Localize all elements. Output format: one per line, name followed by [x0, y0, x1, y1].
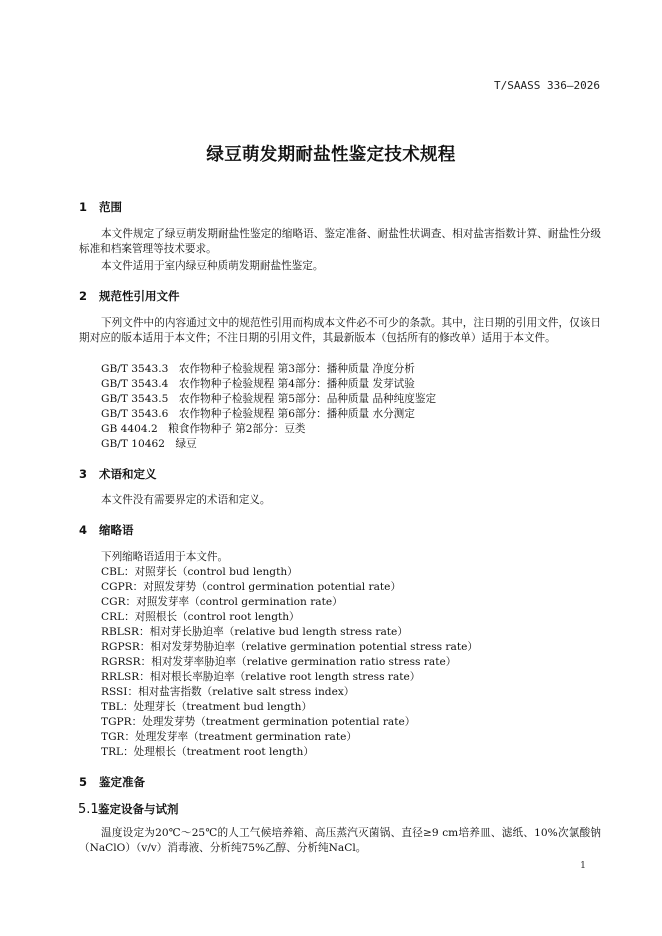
section-heading-normative-refs [79, 288, 180, 304]
section-heading-abbrev [79, 522, 134, 538]
subsection-title: 鉴定设备与试剂 [98, 802, 179, 816]
section-heading-prep [79, 774, 145, 790]
equipment-paragraph: 温度设定为20℃～25℃的人工气候培养箱、高压蒸汽灭菌锅、直径≥9 cm培养皿、滤纸、10%次氯酸钠（NaClO）（v/v）消毒液、分析纯75%乙醇、分析纯NaCl。 [79, 827, 601, 855]
scope-paragraph-1: 本文件规定了绿豆萌发期耐盐性鉴定的缩略语、鉴定准备、耐盐性状调查、相对盐害指数计算、耐盐性分级标准和档案管理等技术要求。 [79, 228, 601, 256]
section-title: 鉴定准备 [99, 775, 145, 789]
section-number: 5 [79, 775, 88, 789]
section-heading-terms [79, 466, 157, 482]
abbrev-item: RSSI：相对盐害指数（relative salt stress index） [101, 686, 355, 698]
section-title: 范围 [99, 200, 122, 214]
reference-item: GB/T 10462 绿豆 [101, 438, 197, 450]
reference-item: GB 4404.2 粮食作物种子 第2部分：豆类 [101, 423, 306, 435]
scope-paragraph-2: 本文件适用于室内绿豆种质萌发期耐盐性鉴定。 [101, 260, 324, 272]
abbrev-item: RBLSR：相对芽长胁迫率（relative bud length stress rate） [101, 626, 408, 638]
page-number: 1 [580, 860, 587, 871]
reference-item: GB/T 3543.5 农作物种子检验规程 第5部分：品种质量 品种纯度鉴定 [101, 393, 437, 405]
section-number: 1 [79, 200, 88, 214]
section-title: 术语和定义 [99, 467, 157, 481]
section-heading-scope [79, 199, 122, 215]
reference-item: GB/T 3543.3 农作物种子检验规程 第3部分：播种质量 净度分析 [101, 363, 415, 375]
section-number: 4 [79, 523, 88, 537]
document-title: 绿豆萌发期耐盐性鉴定技术规程 [206, 145, 456, 165]
section-number: 3 [79, 467, 88, 481]
standard-code: T/SAASS 336—2026 [494, 79, 600, 92]
abbrev-item: RRLSR：相对根长率胁迫率（relative root length stress rate） [101, 671, 421, 683]
reference-item: GB/T 3543.4 农作物种子检验规程 第4部分：播种质量 发芽试验 [101, 378, 415, 390]
reference-item: GB/T 3543.6 农作物种子检验规程 第6部分：播种质量 水分测定 [101, 408, 415, 420]
abbrev-item: CBL：对照芽长（control bud length） [101, 566, 298, 578]
abbrev-item: TGPR：处理发芽势（treatment germination potential rate） [101, 716, 416, 728]
abbrev-intro: 下列缩略语适用于本文件。 [101, 551, 229, 563]
subsection-number: 5.1 [78, 802, 99, 817]
abbrev-item: CRL：对照根长（control root length） [101, 611, 300, 623]
abbrev-item: RGRSR：相对发芽率胁迫率（relative germination ratio stress rate） [101, 656, 457, 668]
section-title: 缩略语 [99, 523, 134, 537]
abbrev-item: TGR：处理发芽率（treatment germination rate） [101, 731, 357, 743]
section-title: 规范性引用文件 [99, 289, 180, 303]
abbrev-item: TRL：处理根长（treatment root length） [101, 746, 314, 758]
subsection-heading-equipment [78, 801, 179, 817]
terms-paragraph: 本文件没有需要界定的术语和定义。 [101, 494, 271, 506]
abbrev-item: CGPR：对照发芽势（control germination potential rate） [101, 581, 402, 593]
abbrev-item: CGR：对照发芽率（control germination rate） [101, 596, 343, 608]
normative-refs-intro: 下列文件中的内容通过文中的规范性引用而构成本文件必不可少的条款。其中，注日期的引用文件，仅该日期对应的版本适用于本文件；不注日期的引用文件，其最新版本（包括所有的修改单）适用于本文件。 [79, 317, 601, 345]
abbrev-item: RGPSR：相对发芽势胁迫率（relative germination potential stress rate） [101, 641, 478, 653]
abbrev-item: TBL：处理芽长（treatment bud length） [101, 701, 313, 713]
section-number: 2 [79, 289, 88, 303]
